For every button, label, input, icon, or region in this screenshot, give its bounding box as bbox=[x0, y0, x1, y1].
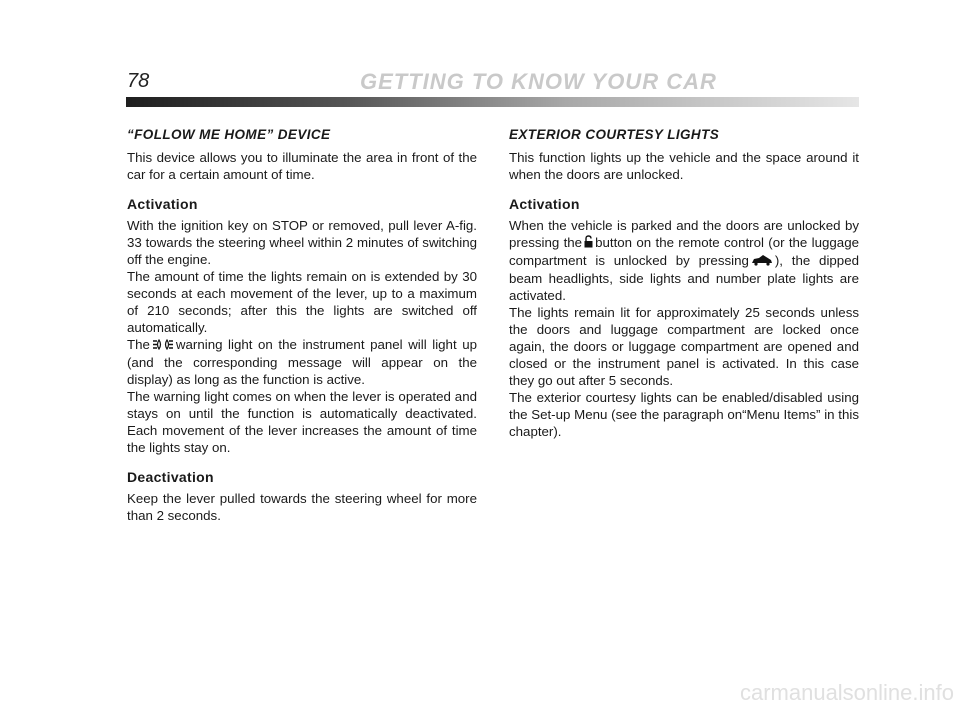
activation-right-1a: When the vehicle is parked and the doors are unlocked by pressing the bbox=[509, 218, 859, 250]
watermark: carmanualsonline.info bbox=[739, 680, 954, 705]
page-number: 78 bbox=[127, 70, 150, 92]
activation-paragraph-1: With the ignition key on STOP or removed, pull lever A-fig. 33 towards the steering wheel within 2 minutes of switching off the engine. bbox=[127, 218, 477, 267]
follow-me-home-warning-icon bbox=[152, 337, 174, 354]
car-boot-icon bbox=[751, 253, 773, 270]
activation-paragraph-3-start: The bbox=[127, 337, 150, 352]
left-column bbox=[127, 126, 477, 524]
intro-paragraph: This device allows you to illuminate the area in front of the car for a certain amount of time. bbox=[127, 150, 477, 182]
activation-paragraph-right-2: The lights remain lit for approximately 25 seconds unless the doors and luggage compartment are locked once again, the doors or luggage compartment are opened and closed or the instrument panel is activated. In this case they go out after 5 seconds. bbox=[509, 304, 859, 388]
activation-heading-right: Activation bbox=[509, 196, 580, 212]
header-rule bbox=[126, 97, 859, 107]
intro-paragraph-right: This function lights up the vehicle and the space around it when the doors are unlocked. bbox=[509, 150, 859, 182]
activation-right-1b: button on the remote control (or the luggage compartment is unlocked by pressing bbox=[509, 235, 859, 268]
deactivation-heading: Deactivation bbox=[127, 468, 214, 485]
right-column bbox=[509, 126, 859, 440]
activation-paragraph-3 bbox=[127, 336, 477, 388]
activation-right-1c: ), the dipped beam headlights, side lights and number plate lights are activated. bbox=[509, 252, 859, 303]
activation-paragraph-2: The amount of time the lights remain on is extended by 30 seconds at each movement of the lever, up to a maximum of 210 seconds; after this the lights are switched off automatically. bbox=[127, 269, 477, 335]
activation-paragraph-right-1 bbox=[509, 217, 859, 304]
padlock-unlock-icon bbox=[584, 235, 593, 252]
activation-paragraph-3-end: warning light on the instrument panel will light up (and the corresponding message will appear on the display) as long as the function is active. bbox=[127, 337, 477, 387]
activation-paragraph-4: The warning light comes on when the lever is operated and stays on until the function is automatically deactivated. Each movement of the lever increases the amount of time the lights stay on. bbox=[127, 388, 477, 455]
activation-paragraph-right-3: The exterior courtesy lights can be enabled/disabled using the Set-up Menu (see the paragraph on“Menu Items” in this chapter). bbox=[509, 389, 859, 439]
activation-heading: Activation bbox=[127, 196, 198, 212]
deactivation-paragraph: Keep the lever pulled towards the steering wheel for more than 2 seconds. bbox=[127, 490, 477, 523]
section-title-exterior-courtesy-lights: EXTERIOR COURTESY LIGHTS bbox=[509, 127, 720, 142]
section-title-follow-me-home: “FOLLOW ME HOME” DEVICE bbox=[127, 127, 331, 142]
running-title: GETTING TO KNOW YOUR CAR bbox=[360, 69, 717, 94]
